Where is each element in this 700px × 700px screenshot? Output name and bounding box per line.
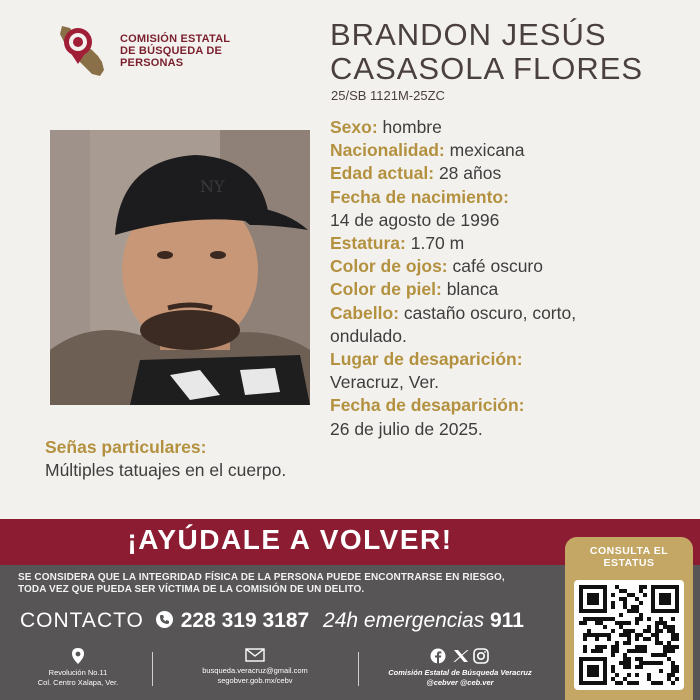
label-edad: Edad actual: bbox=[330, 163, 435, 184]
label-fecha: Fecha de desaparición: bbox=[330, 395, 525, 416]
label-estatura: Estatura: bbox=[330, 233, 406, 254]
value-sexo: hombre bbox=[382, 117, 442, 137]
qr-title bbox=[565, 545, 693, 569]
person-name bbox=[330, 18, 690, 86]
org-logo bbox=[50, 20, 250, 90]
website-link[interactable]: segobver.gob.mx/cebv bbox=[217, 676, 293, 685]
value-cabello-2: ondulado. bbox=[330, 325, 407, 346]
label-sexo: Sexo: bbox=[330, 117, 378, 137]
value-lugar: Veracruz, Ver. bbox=[330, 372, 439, 393]
value-ojos: café oscuro bbox=[452, 256, 543, 277]
contact-phone[interactable]: 228 319 3187 bbox=[180, 609, 310, 632]
value-senas: Múltiples tatuajes en el cuerpo. bbox=[45, 460, 287, 480]
footer-email bbox=[185, 648, 325, 686]
envelope-icon bbox=[245, 648, 265, 662]
emergency-text: 24h emergencias bbox=[323, 609, 485, 632]
veracruz-map-logo-icon bbox=[50, 20, 120, 90]
value-piel: blanca bbox=[446, 279, 499, 300]
qr-title-line2: ESTATUS bbox=[603, 557, 655, 569]
person-photo bbox=[50, 130, 310, 405]
contact-label: CONTACTO bbox=[20, 609, 144, 632]
x-icon[interactable] bbox=[454, 650, 469, 662]
value-nacimiento: 14 de agosto de 1996 bbox=[330, 209, 500, 230]
org-name bbox=[120, 33, 260, 69]
org-name-line2: DE BÚSQUEDA DE bbox=[120, 45, 223, 57]
emergency-number[interactable]: 911 bbox=[490, 609, 524, 632]
status-qr-code[interactable] bbox=[574, 580, 684, 690]
value-edad: 28 años bbox=[438, 163, 502, 184]
footer-social bbox=[375, 648, 545, 688]
person-details bbox=[330, 116, 690, 441]
value-estatura: 1.70 m bbox=[410, 233, 465, 254]
social-icons bbox=[375, 648, 545, 666]
instagram-icon[interactable] bbox=[474, 649, 488, 663]
svg-text:NY: NY bbox=[200, 177, 225, 196]
email-link[interactable]: busqueda.veracruz@gmail.com bbox=[202, 666, 308, 675]
label-nacionalidad: Nacionalidad: bbox=[330, 140, 445, 161]
footer-divider-1 bbox=[152, 652, 153, 686]
cta-text: ¡AYÚDALE A VOLVER! bbox=[127, 524, 453, 555]
contact-line bbox=[20, 609, 565, 633]
warning-line1: SE CONSIDERA QUE LA INTEGRIDAD FÍSICA DE LA PERSONA PUEDE ENCONTRARSE EN RIESGO, bbox=[18, 572, 505, 583]
qr-title-line1: CONSULTA EL bbox=[589, 545, 669, 557]
social-handles[interactable]: @cebver @ceb.ver bbox=[426, 678, 494, 687]
value-fecha: 26 de julio de 2025. bbox=[330, 418, 483, 439]
social-name: Comisión Estatal de Búsqueda Veracruz bbox=[388, 668, 532, 677]
value-nacionalidad: mexicana bbox=[449, 140, 525, 161]
address-line1: Revolución No.11 bbox=[48, 668, 108, 677]
footer-address bbox=[18, 648, 138, 688]
footer-divider-2 bbox=[358, 652, 359, 686]
label-cabello: Cabello: bbox=[330, 302, 400, 323]
label-lugar: Lugar de desaparición: bbox=[330, 349, 523, 370]
org-name-line3: PERSONAS bbox=[120, 57, 184, 69]
risk-warning bbox=[18, 572, 578, 596]
label-nacimiento: Fecha de nacimiento: bbox=[330, 186, 509, 207]
facebook-icon[interactable] bbox=[431, 649, 446, 665]
distinguishing-marks bbox=[45, 436, 286, 482]
person-name-line1: BRANDON JESÚS bbox=[330, 17, 607, 52]
person-name-line2: CASASOLA FLORES bbox=[330, 51, 644, 86]
value-cabello-1: castaño oscuro, corto, bbox=[403, 302, 577, 323]
warning-line2: TODA VEZ QUE PUEDA SER VÍCTIMA DE LA COMISIÓN DE UN DELITO. bbox=[18, 584, 365, 595]
label-senas: Señas particulares: bbox=[45, 437, 207, 457]
label-ojos: Color de ojos: bbox=[330, 256, 448, 277]
phone-icon bbox=[156, 611, 173, 628]
map-pin-icon bbox=[72, 648, 84, 664]
label-piel: Color de piel: bbox=[330, 279, 442, 300]
address-line2: Col. Centro Xalapa, Ver. bbox=[37, 678, 119, 687]
case-id: 25/SB 1121M-25ZC bbox=[331, 88, 445, 103]
qr-code bbox=[579, 585, 679, 685]
org-name-line1: COMISIÓN ESTATAL bbox=[120, 33, 231, 45]
